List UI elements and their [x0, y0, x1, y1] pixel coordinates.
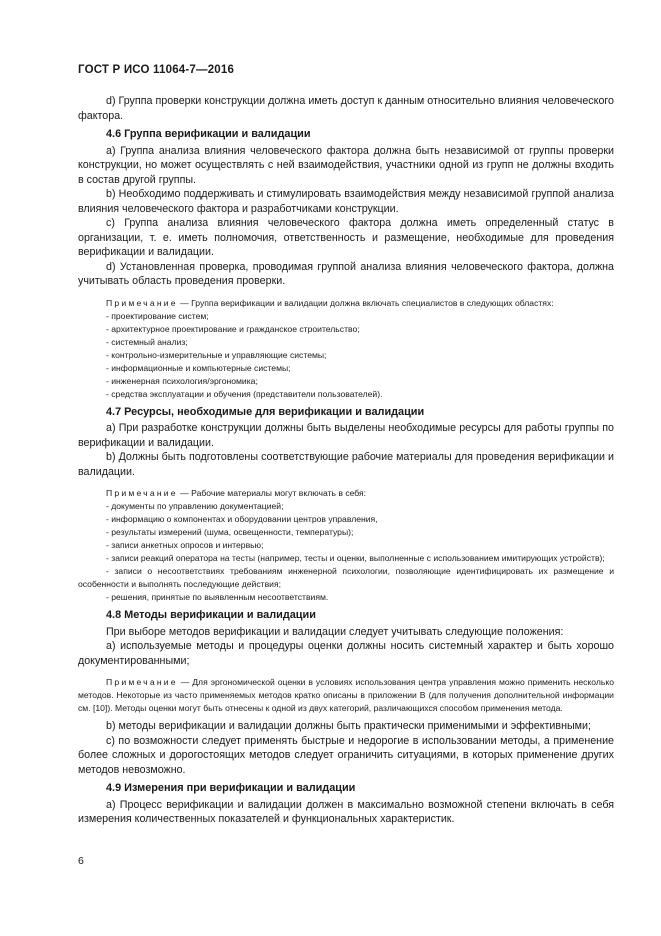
note-text: — Для эргономической оценки в условиях использования центра управления можно применить несколько методов. Некоторые из часто применяемых методов кратко описаны в приложении В (для получения дополнительной информации см. [10]). Методы оценки могут быть отнесены к одной из двух категорий, различающихся способом применения метода.	[78, 677, 615, 713]
paragraph-4-6-d: d) Установленная проверка, проводимая группой анализа влияния человеческого фактора, должна учитывать область проведения проверки.	[78, 260, 614, 287]
paragraph-4-8-a: а) используемые методы и процедуры оценки должны носить системный характер и быть хорошо документированными;	[78, 640, 614, 667]
note-label: Примечание	[106, 677, 178, 687]
section-heading-4-6: 4.6 Группа верификации и валидации	[106, 128, 311, 140]
list-item: - проектирование систем;	[106, 310, 209, 321]
paragraph-4-5-d: d) Группа проверки конструкции должна иметь доступ к данным относительно влияния человеческого фактора.	[78, 95, 614, 122]
note-text: — Группа верификации и валидации должна включать специалистов в следующих областях:	[180, 297, 554, 308]
paragraph-4-6-b: b) Необходимо поддерживать и стимулировать взаимодействия между независимой группой анализа влияния человеческого фактора и разработчиками конструкции.	[78, 188, 614, 215]
note-4-6	[78, 297, 614, 310]
list-item: - записи о несоответствиях требованиям инженерной психологии, позволяющие идентифицировать их размещение и особенности и выполнять последующие действия;	[78, 566, 614, 589]
list-item: - решения, принятые по выявленным несоответствиям.	[106, 592, 329, 602]
note-text: — Рабочие материалы могут включать в себя:	[180, 488, 367, 498]
paragraph-4-6-a: а) Группа анализа влияния человеческого фактора должна быть независимой от группы проверки конструкции, но может осуществлять с ней взаимодействия, участники одной из групп не должны входить в состав другой группы.	[78, 144, 614, 186]
list-item: - результаты измерений (шума, освещенности, температуры);	[106, 527, 354, 537]
note-4-7	[78, 487, 614, 500]
note-label: Примечание	[106, 297, 178, 308]
list-item: - записи реакций оператора на тесты (например, тесты и оценки, выполненные с использованием имитирующих устройств);	[106, 553, 605, 563]
list-item: - информационные и компьютерные системы;	[106, 362, 291, 373]
list-item: - документы по управлению документацией;	[106, 501, 284, 511]
paragraph-4-7-a: а) При разработке конструкции должны быть выделены необходимые ресурсы для работы группы по верификации и валидации.	[78, 422, 614, 449]
section-heading-4-9: 4.9 Измерения при верификации и валидации	[106, 782, 356, 794]
note-label: Примечание	[106, 488, 178, 498]
paragraph-4-6-c: с) Группа анализа влияния человеческого фактора должна иметь определенный статус в организации, т. е. иметь полномочия, ответственность и размещение, необходимые для проведения верификации и валидации.	[78, 217, 614, 258]
list-item: - архитектурное проектирование и гражданское строительство;	[106, 323, 360, 334]
paragraph-4-7-b: b) Должны быть подготовлены соответствующие рабочие материалы для проведения верификации и валидации.	[78, 451, 614, 478]
list-item: - контрольно-измерительные и управляющие системы;	[106, 349, 327, 360]
list-item: - средства эксплуатации и обучения (представители пользователей).	[106, 388, 383, 399]
paragraph-4-8-b: b) методы верификации и валидации должны быть практически применимыми и эффективными;	[106, 720, 591, 732]
page-content	[78, 94, 614, 827]
paragraph-4-9-a: а) Процесс верификации и валидации должен в максимально возможной степени включать в себя измерения количественных показателей и функциональных характеристик.	[78, 798, 614, 825]
list-item: - инженерная психология/эргономика;	[106, 375, 258, 386]
list-item: - системный анализ;	[106, 336, 188, 347]
note-4-8	[78, 676, 614, 715]
section-heading-4-8: 4.8 Методы верификации и валидации	[106, 609, 316, 621]
paragraph-4-8-intro: При выборе методов верификации и валидации следует учитывать следующие положения:	[106, 625, 564, 638]
standard-header: ГОСТ Р ИСО 11064-7—2016	[78, 64, 235, 76]
section-heading-4-7: 4.7 Ресурсы, необходимые для верификации и валидации	[106, 405, 425, 418]
paragraph-4-8-c: с) по возможности следует применять быстрые и недорогие в использовании методы, а применение более сложных и дорогостоящих методов следует ограничить ситуациями, в которых применение других методов невозможно.	[78, 734, 614, 776]
page-number: 6	[78, 855, 84, 867]
list-item: - информацию о компонентах и оборудовании центров управления,	[106, 514, 378, 524]
list-item: - записи анкетных опросов и интервью;	[106, 540, 264, 550]
